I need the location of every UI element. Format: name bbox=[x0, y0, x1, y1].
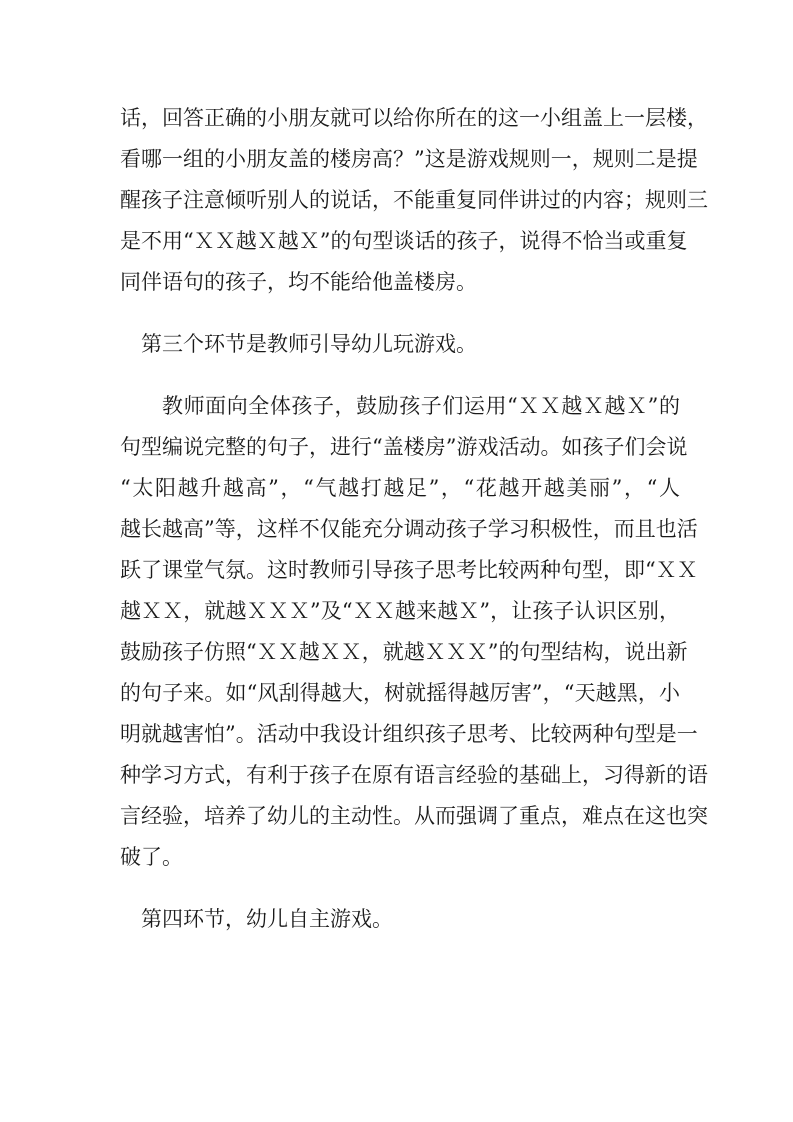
section-heading-step4: 第四环节，幼儿自主游戏。 bbox=[141, 907, 393, 931]
text-line: 醒孩子注意倾听别人的说话，不能重复同伴讲过的内容；规则三 bbox=[120, 188, 708, 212]
text-line: 的句子来。如“风刮得越大，树就摇得越厉害”，“天越黑，小 bbox=[120, 681, 680, 705]
text-line: “太阳越升越高”，“气越打越足”，“花越开越美丽”，“人 bbox=[120, 476, 680, 500]
text-line: 句型编说完整的句子，进行“盖楼房”游戏活动。如孩子们会说 bbox=[120, 435, 688, 459]
text-line: 破了。 bbox=[120, 845, 183, 869]
text-line: 看哪一组的小朋友盖的楼房高？”这是游戏规则一，规则二是提 bbox=[120, 147, 698, 171]
section-heading-step3: 第三个环节是教师引导幼儿玩游戏。 bbox=[141, 332, 477, 356]
text-line: 同伴语句的孩子，均不能给他盖楼房。 bbox=[120, 270, 477, 294]
text-line: 明就越害怕”。活动中我设计组织孩子思考、比较两种句型是一 bbox=[120, 722, 698, 746]
text-line: 鼓励孩子仿照“ＸＸ越ＸＸ，就越ＸＸＸ”的句型结构，说出新 bbox=[120, 640, 688, 664]
text-line: 越ＸＸ，就越ＸＸＸ”及“ＸＸ越来越Ｘ”，让孩子认识区别， bbox=[120, 599, 680, 623]
text-line: 言经验，培养了幼儿的主动性。从而强调了重点，难点在这也突 bbox=[120, 804, 708, 828]
text-line: 话，回答正确的小朋友就可以给你所在的这一小组盖上一层楼， bbox=[120, 106, 708, 130]
text-line: 跃了课堂气氛。这时教师引导孩子思考比较两种句型，即“ＸＸ bbox=[120, 558, 698, 582]
text-line: 是不用“ＸＸ越Ｘ越Ｘ”的句型谈话的孩子，说得不恰当或重复 bbox=[120, 229, 688, 253]
text-line: 种学习方式，有利于孩子在原有语言经验的基础上，习得新的语 bbox=[120, 763, 708, 787]
text-line: 教师面向全体孩子，鼓励孩子们运用“ＸＸ越Ｘ越Ｘ”的 bbox=[162, 394, 680, 418]
text-line: 越长越高”等，这样不仅能充分调动孩子学习积极性，而且也活 bbox=[120, 517, 698, 541]
